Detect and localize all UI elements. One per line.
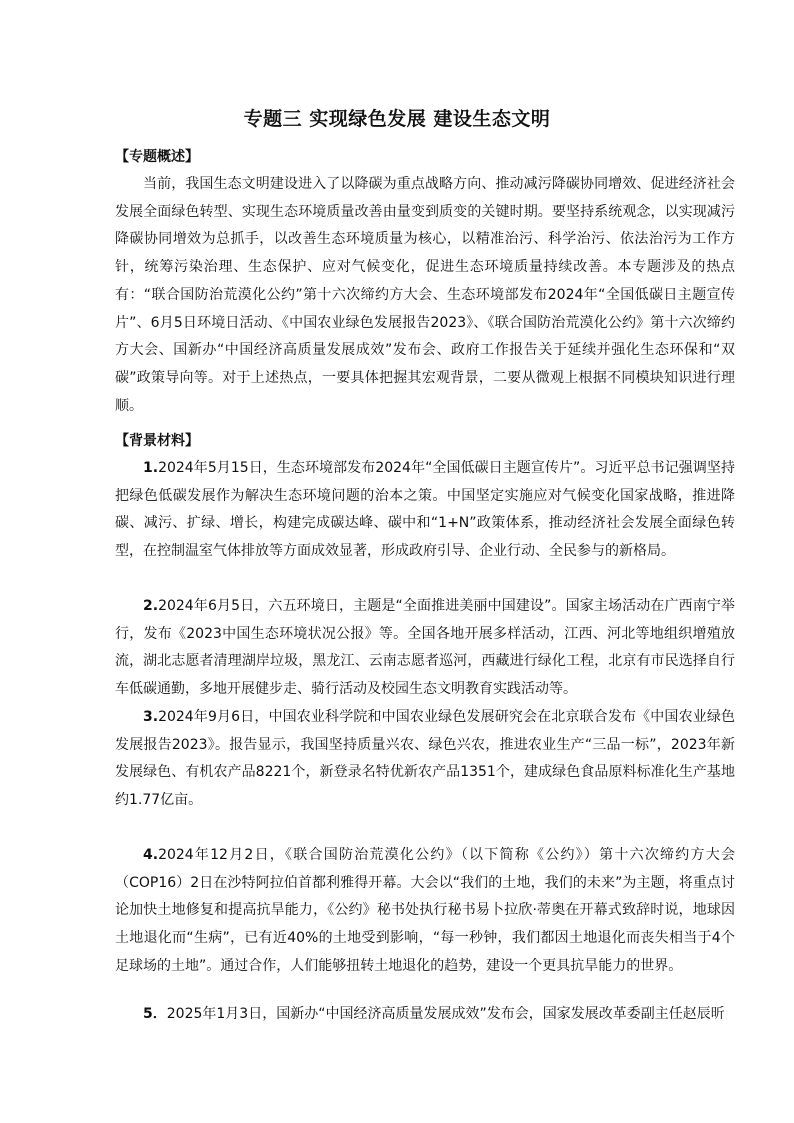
- item-number: 4.: [143, 847, 159, 863]
- overview-paragraph: 当前，我国生态文明建设进入了以降碳为重点战略方向、推动减污降碳协同增效、促进经济社会发展全面绿色转型、实现生态环境质量改善由量变到质变的关键时期。要坚持系统观念，以实现减污降碳协同增效为总抓手，以改善生态环境质量为核心，以精准治污、科学治污、依法治污为工作方针，统筹污染治理、生态保护、应对气候变化，促进生态环境质量持续改善。本专题涉及的热点有：“联合国防治荒漠化公约”第十六次缔约方大会、生态环境部发布2024年“全国低碳日主题宣传片”、6月5日环境日活动、《中国农业绿色发展报告2023》、《联合国防治荒漠化公约》第十六次缔约方大会、国新办“中国经济高质量发展成效”发布会、政府工作报告关于延续并强化生态环保和“双碳”政策导向等。对于上述热点，一要具体把握其宏观背景，二要从微观上根据不同模块知识进行理顺。: [115, 176, 735, 414]
- background-item-2: [115, 593, 735, 704]
- background-item-1: [115, 455, 735, 566]
- item-number: 1.: [143, 460, 159, 476]
- overview-heading: 【专题概述】: [115, 149, 199, 165]
- item-number: 3.: [143, 709, 159, 725]
- item-text: 2024年12月2日，《联合国防治荒漠化公约》（以下简称《公约》）第十六次缔约方大会（COP16）2日在沙特阿拉伯首都利雅得开幕。大会以“我们的土地，我们的未来”为主题，将重点讨论加快土地修复和提高抗旱能力，《公约》秘书处执行秘书易卜拉欣·蒂奥在开幕式致辞时说，地球因土地退化而“生病”，已有近40%的土地受到影响，“每一秒钟，我们都因土地退化而丧失相当于4个足球场的土地”。通过合作，人们能够扭转土地退化的趋势，建设一个更具抗旱能力的世界。: [115, 847, 735, 974]
- background-item-3: [115, 704, 735, 815]
- item-text: 2024年5月15日，生态环境部发布2024年“全国低碳日主题宣传片”。习近平总书记强调坚持把绿色低碳发展作为解决生态环境问题的治本之策。中国坚定实施应对气候变化国家战略，推进降碳、减污、扩绿、增长，构建完成碳达峰、碳中和“1+N”政策体系，推动经济社会发展全面绿色转型，在控制温室气体排放等方面成效显著，形成政府引导、企业行动、全民参与的新格局。: [115, 460, 735, 560]
- background-heading: 【背景材料】: [115, 433, 199, 449]
- item-text: 2024年6月5日，六五环境日，主题是“全面推进美丽中国建设”。国家主场活动在广西南宁举行，发布《2023中国生态环境状况公报》等。全国各地开展多样活动，江西、河北等地组织增殖放流，湖北志愿者清理湖岸垃圾，黑龙江、云南志愿者巡河，西藏进行绿化工程，北京有市民选择自行车低碳通勤，多地开展健步走、骑行活动及校园生态文明教育实践活动等。: [115, 598, 735, 698]
- background-item-4: [115, 842, 735, 981]
- item-number: 5．: [143, 1006, 167, 1022]
- background-item-5: [115, 1001, 735, 1029]
- item-number: 2.: [143, 598, 159, 614]
- page-title: 专题三 实现绿色发展 建设生态文明: [243, 108, 551, 130]
- item-text: 2024年9月6日，中国农业科学院和中国农业绿色发展研究会在北京联合发布《中国农业绿色发展报告2023》。报告显示，我国坚持质量兴农、绿色兴农，推进农业生产“三品一标”，2023年新发展绿色、有机农产品8221个，新登录名特优新农产品1351个，建成绿色食品原料标准化生产基地约1.77亿亩。: [115, 709, 735, 809]
- item-text: 2025年1月3日，国新办“中国经济高质量发展成效”发布会，国家发展改革委副主任赵辰昕: [166, 1006, 725, 1022]
